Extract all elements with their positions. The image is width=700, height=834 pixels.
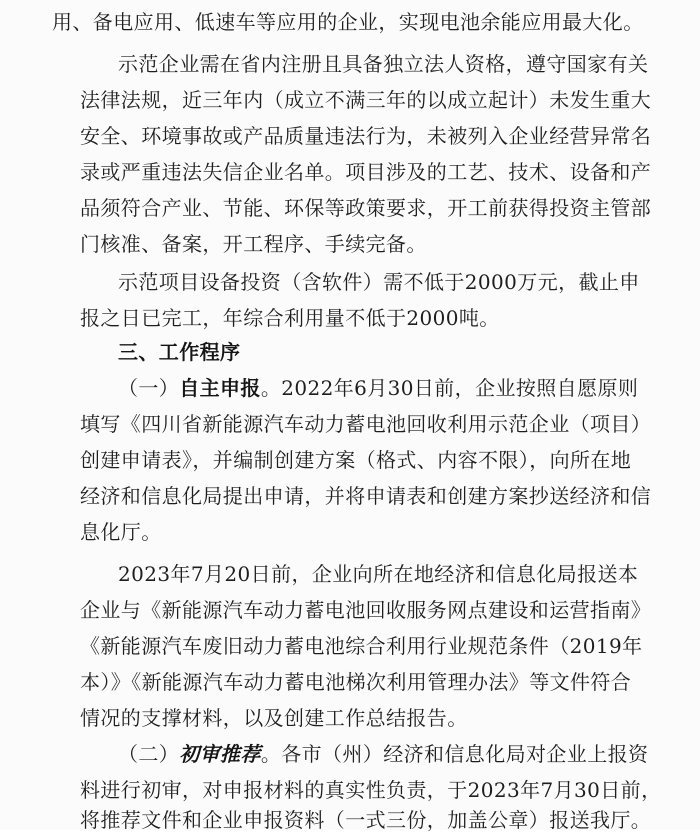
body-text-line: 本）》《新能源汽车动力蓄电池梯次利用管理办法》等文件符合 — [80, 670, 632, 694]
body-text-line: 息化厅。 — [80, 520, 162, 544]
body-text-line: 《新能源汽车废旧动力蓄电池综合利用行业规范条件（2019年 — [80, 634, 643, 658]
subsection-preliminary-review — [118, 740, 648, 768]
body-text-line: 填写《四川省新能源汽车动力蓄电池回收利用示范企业（项目） — [80, 412, 652, 436]
body-text-line: 品须符合产业、节能、环保等政策要求，开工前获得投资主管部 — [80, 196, 652, 220]
body-text-line: 门核准、备案，开工程序、手续完备。 — [80, 232, 427, 256]
body-text-line: 将推荐文件和企业申报资料（一式三份，加盖公章）报送我厅。 — [80, 808, 652, 832]
body-text-line: 录或严重违法失信企业名单。项目涉及的工艺、技术、设备和产 — [80, 160, 652, 184]
body-text-line: 料进行初审，对申报材料的真实性负责，于2023年7月30日前， — [80, 778, 662, 802]
subsection-text: 。2022年6月30日前，企业按照自愿原则 — [260, 376, 639, 400]
body-text-line: 企业与《新能源汽车动力蓄电池回收服务网点建设和运营指南》 — [80, 598, 652, 622]
body-text-line: 情况的支撑材料，以及创建工作总结报告。 — [80, 706, 468, 730]
subsection-self-application — [118, 374, 638, 402]
body-text-line: 报之日已完工，年综合利用量不低于2000吨。 — [80, 306, 500, 330]
body-text-line: 安全、环境事故或产品质量违法行为，未被列入企业经营异常名 — [80, 124, 652, 148]
subsection-keyword: 自主申报 — [179, 376, 261, 400]
subsection-number: （一） — [118, 376, 180, 400]
subsection-text: 。各市（州）经济和信息化局对企业上报资 — [260, 742, 649, 766]
subsection-number: （二） — [118, 742, 180, 766]
paragraph-deadline-materials: 2023年7月20日前，企业向所在地经济和信息化局报送本 — [118, 562, 639, 586]
body-text-line: 用、备电应用、低速车等应用的企业，实现电池余能应用最大化。 — [52, 10, 644, 34]
subsection-keyword: 初审推荐 — [179, 742, 261, 766]
body-text-line: 法律法规，近三年内（成立不满三年的以成立起计）未发生重大 — [80, 88, 652, 112]
section-heading-work-procedure: 三、工作程序 — [118, 340, 241, 364]
body-text-line: 经济和信息化局提出申请，并将申请表和创建方案抄送经济和信 — [80, 484, 652, 508]
paragraph-investment-requirement: 示范项目设备投资（含软件）需不低于2000万元，截止申 — [118, 270, 640, 294]
paragraph-demo-enterprise-requirements: 示范企业需在省内注册且具备独立法人资格，遵守国家有关 — [118, 52, 649, 76]
body-text-line: 创建申请表》，并编制创建方案（格式、内容不限），向所在地 — [80, 448, 632, 472]
